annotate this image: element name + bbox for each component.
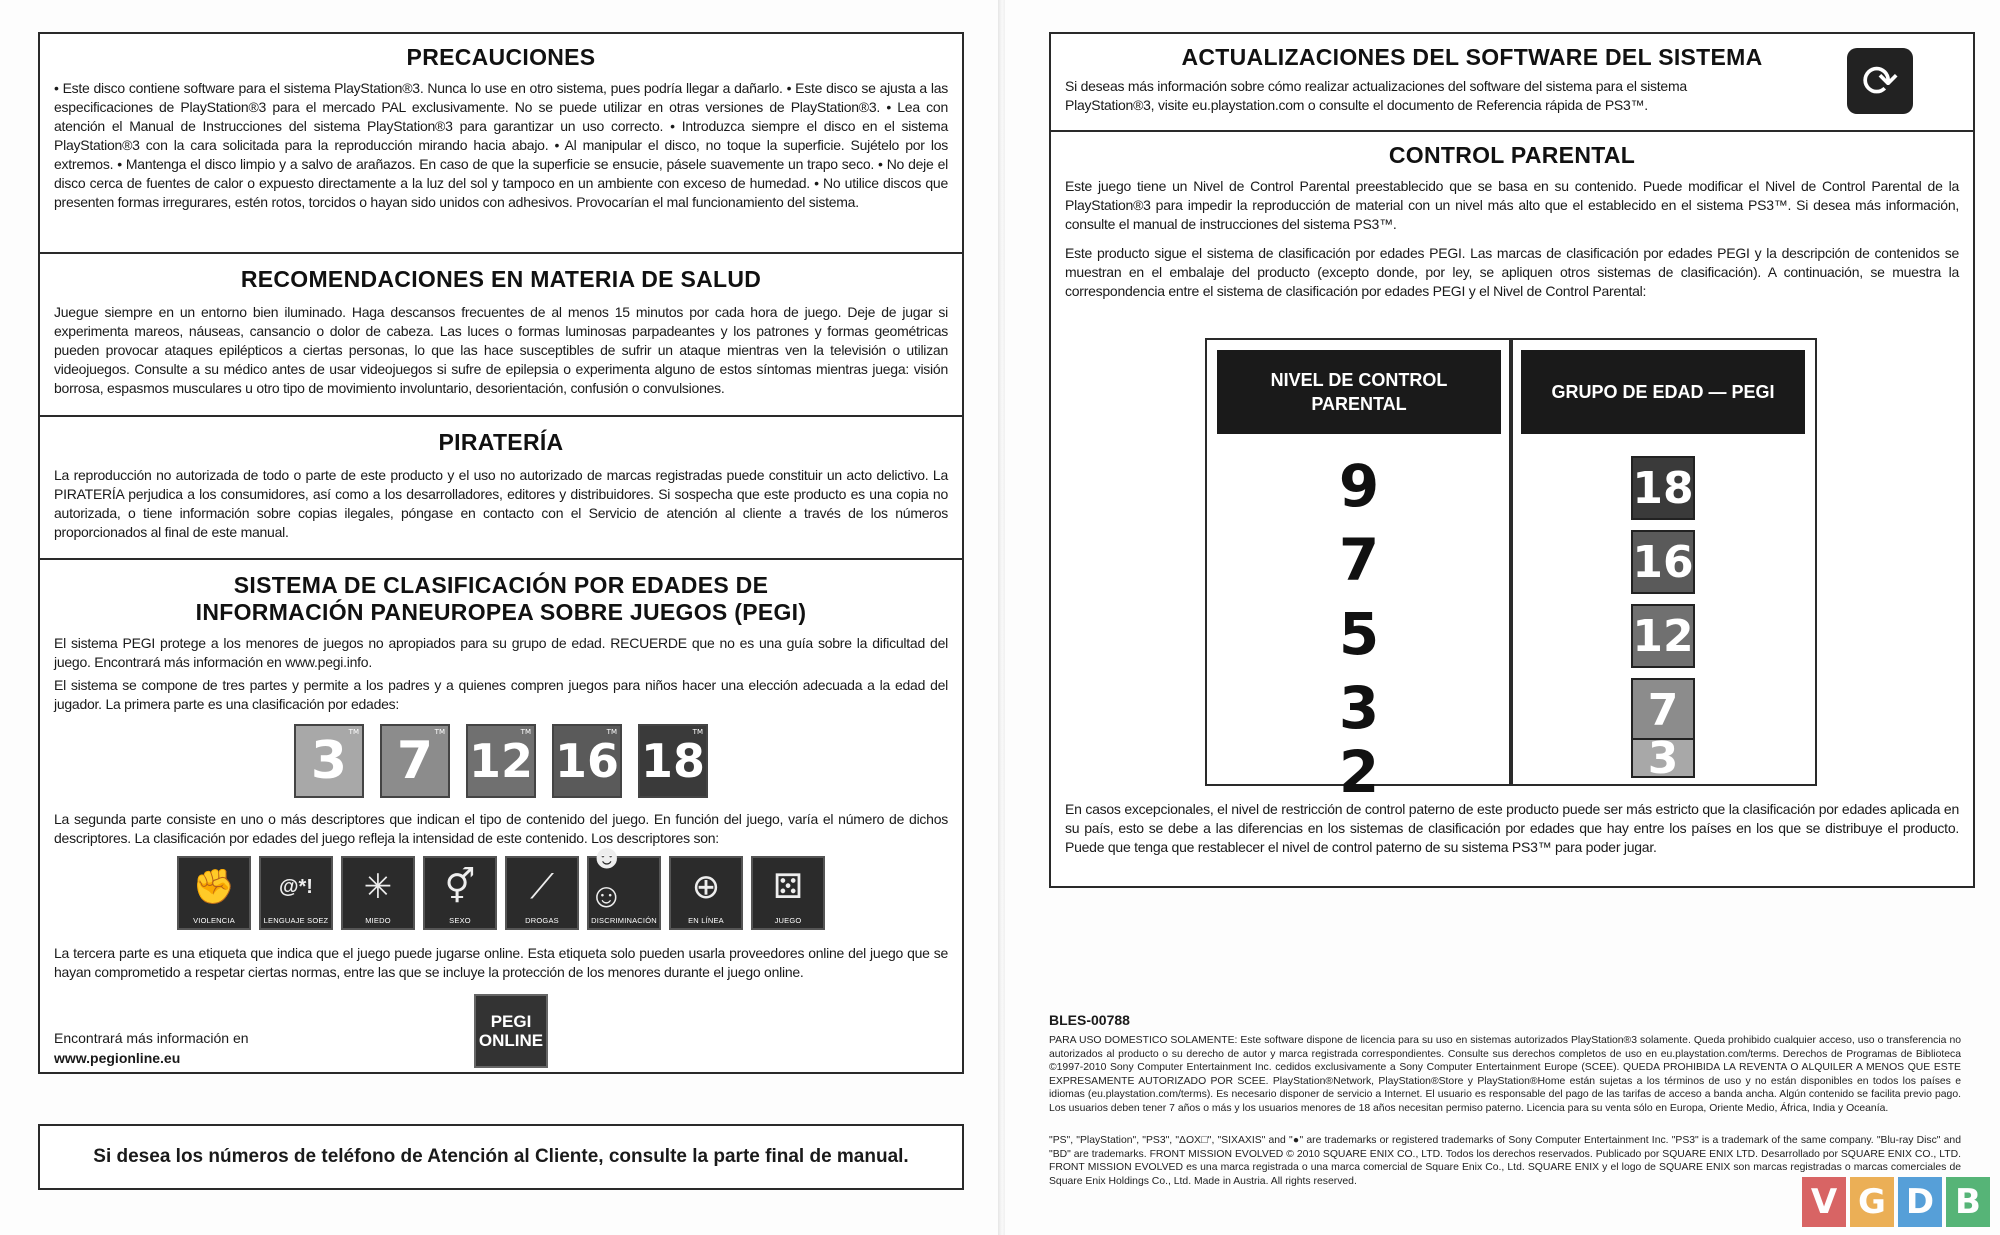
pegi-rating-7: 7 TM — [380, 724, 450, 798]
pegi-rating-18: 18 TM — [638, 724, 708, 798]
pirateria-title: PIRATERÍA — [438, 429, 564, 455]
actualizaciones-section — [1051, 34, 1973, 132]
pegi-section — [40, 560, 962, 1076]
pegi-more-info: Encontrará más información en www.pegionline.eu — [54, 1030, 249, 1066]
head-edad: GRUPO DE EDAD — PEGI — [1521, 350, 1805, 434]
pegi-online-text: La tercera parte es una etiqueta que indica que el juego puede jugarse online. Esta etiqueta solo pueden usarla proveedores online del juego que se hayan comprometido a respetar ciertas normas, entre las que se incluye la protección de los menores durante el juego online. — [54, 945, 948, 980]
right-page — [1005, 0, 2000, 1235]
syringe-icon: ⟋ — [530, 867, 554, 906]
pegi-descriptors-text: La segunda parte consiste en uno o más descriptores que indican el tipo de contenido del juego. En función del juego, varía el número de dichos descriptores. La clasificación por edades del juego refleja la intensidad de este contenido. Los descriptores son: — [54, 811, 948, 846]
pegi-rating-16: 16 TM — [552, 724, 622, 798]
actualizaciones-body: Si deseas más información sobre cómo realizar actualizaciones del software del sistema para el sistema PlayStation®3, visite eu.playstation.com o consulte el documento de Referencia rápida de PS3™. — [1065, 78, 1687, 113]
level-9: 9 — [1338, 452, 1380, 520]
descriptor-lenguaje: @*! LENGUAJE SOEZ — [259, 856, 333, 930]
control-parental-p1: Este juego tiene un Nivel de Control Parental preestablecido que se basa en su contenido. Puede modificar el Nivel de Control Parental de la PlayStation®3 para impedir la reproducción de material con un nivel más alto que el establecido en el sistema PS3™. Si desea más información, consulte el manual de instrucciones del sistema PS3™. — [1065, 178, 1959, 232]
pegi-age-ratings — [54, 724, 948, 798]
pegi-parts: El sistema se compone de tres partes y permite a los padres y a quienes compren juegos para niños hacer una elección adecuada a la edad del jugador. La primera parte es una clasificación por edades: — [54, 677, 948, 712]
descriptor-miedo: ✳ MIEDO — [341, 856, 415, 930]
age-12: 12 — [1631, 604, 1695, 668]
pegi-intro: El sistema PEGI protege a los menores de juegos no apropiados para su grupo de edad. RECUERDE que no es una guía sobre la dificultad del juego. Encontrará más información en www.pegi.info. — [54, 635, 948, 670]
age-18: 18 — [1631, 456, 1695, 520]
age-7: 7 — [1631, 678, 1695, 742]
level-2: 2 — [1338, 738, 1380, 806]
pegi-rating-3: 3 TM — [294, 724, 364, 798]
descriptor-sexo: ⚥ SEXO — [423, 856, 497, 930]
precauciones-body: • Este disco contiene software para el sistema PlayStation®3. Nunca lo use en otro sistema, pues podría llegar a dañarlo. • Este disco se ajusta a las especificaciones de PlayStation®3 para el mercado PAL exclusivamente. No se puede utilizar en otras versiones de PlayStation®3. • Lea con atención el Manual de Instrucciones del sistema PlayStation®3 para garantizar un uso correcto. • Introduzca siempre el disco en el sistema PlayStation®3 con la cara solicitada para la reproducción mirando hacia abajo. • Al manipular el disco, no toque la superficie. Sujételo por los extremos. • Mantenga el disco limpio y a salvo de arañazos. En caso de que la superficie se ensucie, pásele suavemente un trapo seco. • No deje el disco cerca de fuentes de calor o expuesto directamente a la luz del sol y tampoco en un ambiente con exceso de humedad. • No utilice discos que presenten formas irregurares, estén rotos, torcidos o hayan sido unidos con adhesivos. Provocarían el mal funcionamiento del sistema. — [54, 80, 948, 210]
descriptor-violencia: ✊ VIOLENCIA — [177, 856, 251, 930]
pegi-title-line1: SISTEMA DE CLASIFICACIÓN POR EDADES DE — [233, 572, 769, 598]
legal-notice-1: PARA USO DOMESTICO SOLAMENTE: Este software dispone de licencia para su uso en sistemas autorizados PlayStation®3 solamente. Queda prohibido cualquier acceso, uso o transferencia no autorizados al producto o su derecho de autor y marca registrada correspondientes. Consulte sus derechos completos de uso en eu.playstation.com/terms. Derechos de Programas de Biblioteca ©1997-2010 Sony Computer Entertainment Inc. cedidos exclusivamente a Sony Computer Entertainment Europe (SCEE). QUEDA PROHIBIDA LA REVENTA O ALQUILER A MENOS QUE ESTE EXPRESAMENTE AUTORIZADO POR SCEE. PlayStation®Network, PlayStation®Store y PlayStation®Home están sujetas a los términos de uso y no están disponibles en todos los países e idiomas (eu.playstation.com/terms). Es necesario disponer de servicio a Internet. El usuario es responsable del pago de las tarifas de acceso a banda ancha. Algún contenido se facilita previo pago. Los usuarios deben tener 7 años o más y los usuarios menores de 18 años necesitan permiso paterno. Licencia para su venta sólo en Europa, Oriente Medio, África, India y Oceanía. — [1049, 1035, 1961, 1114]
precauciones-section — [40, 34, 962, 254]
pirateria-section — [40, 417, 962, 560]
product-code: BLES-00788 — [1049, 1012, 1130, 1028]
people-icon: ☻☺ — [589, 838, 625, 915]
head-nivel: NIVEL DE CONTROL PARENTAL — [1217, 350, 1501, 434]
age-16: 16 — [1631, 530, 1695, 594]
gender-icon: ⚥ — [444, 868, 476, 906]
descriptor-juego: ⚄ JUEGO — [751, 856, 825, 930]
control-parental-p2: Este producto sigue el sistema de clasificación por edades PEGI. Las marcas de clasificación por edades PEGI y la descripción de contenidos se muestran en el embalaje del producto (excepto donde, por ley, se apliquen otros sistemas de clasificación). A continuación, se muestra la correspondencia entre el sistema de clasificación por edades PEGI y el Nivel de Control Parental: — [1065, 245, 1959, 299]
pegi-title-line2: INFORMACIÓN PANEUROPEA SOBRE JUEGOS (PEGI) — [195, 599, 807, 625]
level-7: 7 — [1338, 526, 1380, 594]
level-5: 5 — [1338, 600, 1380, 668]
control-parental-section — [1051, 132, 1973, 890]
dice-icon: ⚄ — [773, 868, 803, 906]
vgdb-watermark: V G D B — [1802, 1177, 1990, 1227]
pirateria-body: La reproducción no autorizada de todo o parte de este producto y el uso no autorizado de marcas registradas puede constituir un acto delictivo. La PIRATERÍA perjudica a los consumidores, así como a los desarrolladores, editores y distribuidores. Si sospecha que este producto es una copia no autorizada, o tiene información sobre copias ilegales, póngase en contacto con el Servicio de atención al cliente a través de los números proporcionados al final de este manual. — [54, 467, 948, 540]
customer-service-note: Si desea los números de teléfono de Atención al Cliente, consulte la parte final de manual. — [93, 1146, 909, 1167]
pegi-online-link[interactable]: www.pegionline.eu — [54, 1050, 181, 1066]
salud-section — [40, 254, 962, 417]
pegi-rating-12: 12 TM — [466, 724, 536, 798]
actualizaciones-title: ACTUALIZACIONES DEL SOFTWARE DEL SISTEMA — [1181, 44, 1763, 70]
right-main-box — [1049, 32, 1975, 888]
fist-icon: ✊ — [192, 868, 236, 906]
pegi-online-footer — [54, 990, 948, 1074]
left-main-box — [38, 32, 964, 1074]
salud-title: RECOMENDACIONES EN MATERIA DE SALUD — [240, 266, 762, 292]
col-edad — [1509, 338, 1817, 786]
salud-body: Juegue siempre en un entorno bien iluminado. Haga descansos frecuentes de al menos 15 minutos por cada hora de juego. Deje de jugar si experimenta mareos, náuseas, cansancio o dolor de cabeza. Las luces o formas luminosas parpadeantes y los patrones y formas geométricas pueden provocar ataques epilépticos a ciertas personas, lo que las hace susceptibles de sufrir un ataque mientras ven la televisión o utilizan videojuegos. Consulte a su médico antes de usar videojuegos si sufre de epilepsia o experimenta alguno de estos síntomas mientras juega: visión borrosa, espasmos musculares u otro tipo de movimiento involuntario, desorientación, confusión o convulsiones. — [54, 304, 948, 396]
customer-service-box — [38, 1124, 964, 1190]
update-arrows-icon: ⟳ — [1847, 48, 1913, 114]
pegi-descriptors — [54, 838, 948, 930]
spider-icon: ✳ — [363, 868, 393, 906]
legal-notice-2: "PS", "PlayStation", "PS3", "ΔOX□", "SIXAXIS" and "●" are trademarks or registered trademarks of Sony Computer Entertainment Inc. "PS3" is a trademark of the same company. "Blu-ray Disc" and "BD" are trademarks. FRONT MISSION EVOLVED © 2010 SQUARE ENIX CO., LTD. Todos los derechos reservados. Publicado por SQUARE ENIX LTD. Desarrollado por SQUARE ENIX CO., LTD. FRONT MISSION EVOLVED es una marca registrada o una marca comercial de Square Enix Co., Ltd. SQUARE ENIX y el logo de SQUARE ENIX son marcas registradas o marcas comerciales de Square Enix Holdings Co., Ltd. Made in Austria. All rights reserved. — [1049, 1135, 1961, 1187]
col-nivel — [1205, 338, 1513, 806]
parental-pegi-table — [1205, 338, 1817, 806]
control-parental-title: CONTROL PARENTAL — [1388, 142, 1636, 168]
age-3: 3 — [1631, 738, 1695, 778]
descriptor-drogas: ⟋ DROGAS — [505, 856, 579, 930]
pegi-online-logo: PEGI ONLINE — [474, 994, 548, 1068]
precauciones-title: PRECAUCIONES — [406, 44, 596, 70]
globe-icon: ⊕ — [691, 868, 721, 906]
descriptor-en-linea: ⊕ EN LÍNEA — [669, 856, 743, 930]
control-parental-p3: En casos excepcionales, el nivel de restricción de control paterno de este producto puede ser más estricto que la clasificación por edades aplicada en su país, esto se debe a las diferencias en los sistemas de clasificación por edades que hay entre los países en los que se distribuye el producto. Puede que tenga que restablecer el nivel de control paterno de su sistema PS3™ para poder jugar. — [1065, 801, 1959, 855]
descriptor-discriminacion: ☻☺ DISCRIMINACIÓN — [587, 856, 661, 930]
speech-bubble-icon: @*! — [279, 875, 313, 898]
level-3: 3 — [1338, 674, 1380, 742]
